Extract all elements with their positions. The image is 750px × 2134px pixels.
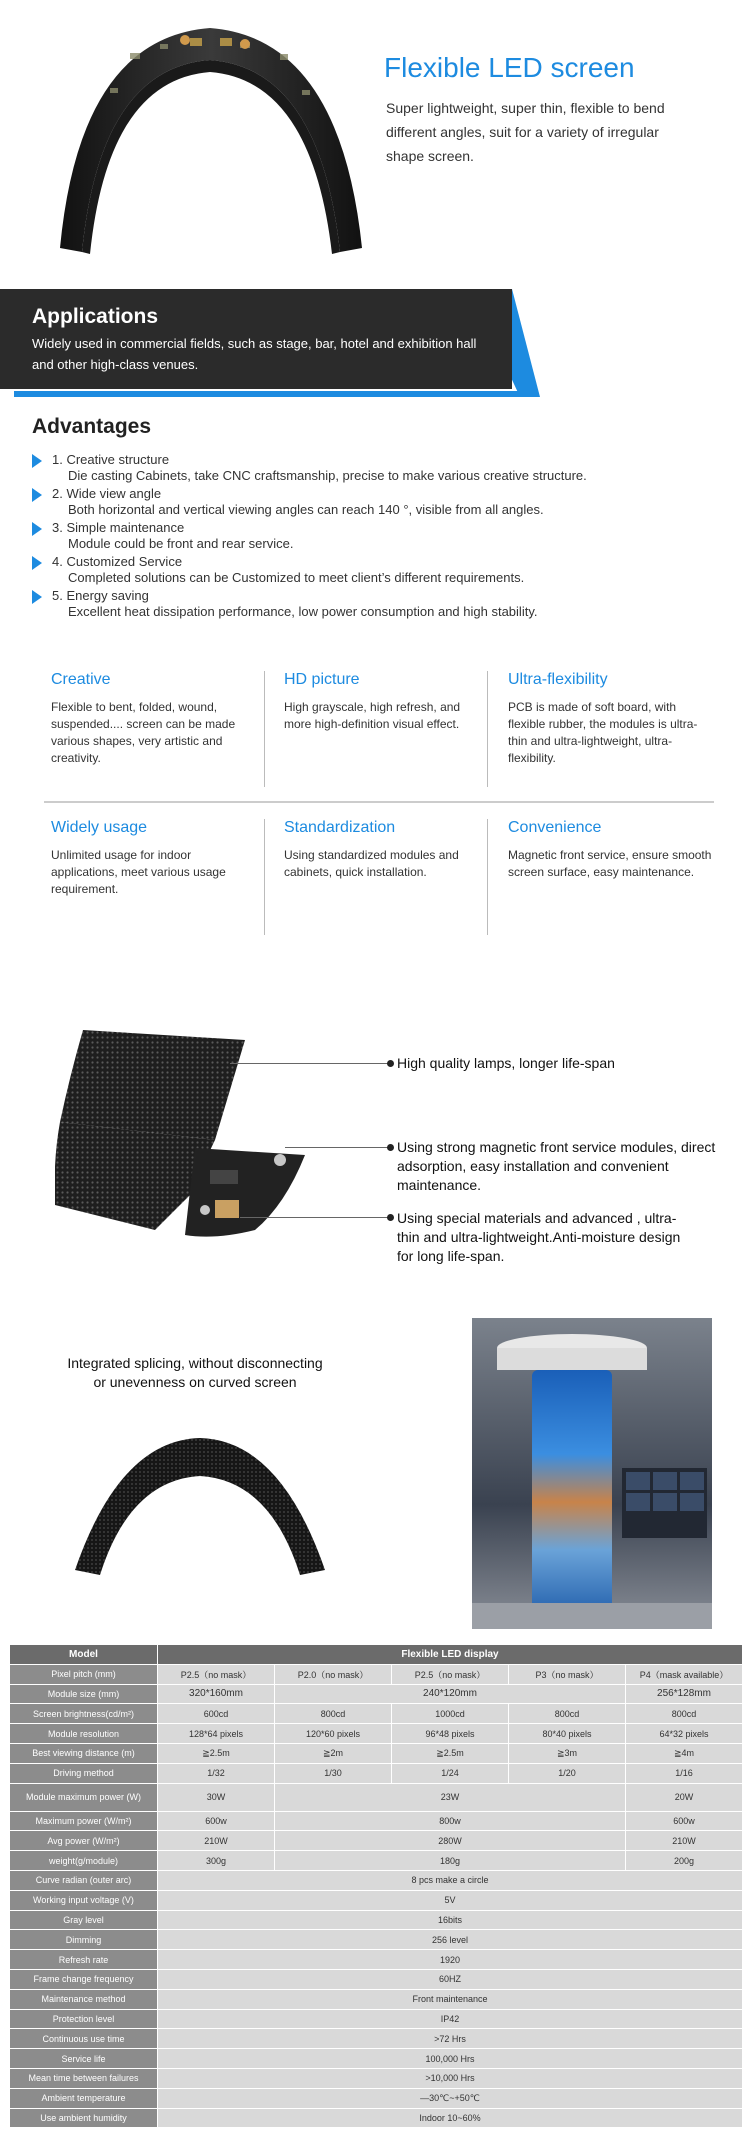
cell: 240*120mm: [275, 1684, 626, 1704]
cell: 20W: [626, 1783, 743, 1811]
cell: 1/16: [626, 1763, 743, 1783]
feature-ultra-flexibility: [508, 671, 713, 767]
arrow-right-icon: [32, 488, 42, 502]
table-row: [10, 2049, 743, 2069]
row-label: Module resolution: [10, 1724, 158, 1744]
cell: 800w: [275, 1811, 626, 1831]
cell: 210W: [158, 1831, 275, 1851]
cell: P4（mask available）: [626, 1664, 743, 1684]
table-row: [10, 1684, 743, 1704]
callout-lamps: High quality lamps, longer life-span: [397, 1055, 615, 1071]
row-label: Frame change frequency: [10, 1969, 158, 1989]
advantage-title: 2. Wide view angle: [52, 486, 162, 501]
row-label: Dimming: [10, 1930, 158, 1950]
cell: 320*160mm: [158, 1684, 275, 1704]
table-row: [10, 2029, 743, 2049]
row-label: Pixel pitch (mm): [10, 1664, 158, 1684]
callout-dot: [387, 1214, 394, 1221]
cell: 256*128mm: [626, 1684, 743, 1704]
row-label: Avg power (W/m²): [10, 1831, 158, 1851]
row-label: Continuous use time: [10, 2029, 158, 2049]
row-label: Service life: [10, 2049, 158, 2069]
arrow-right-icon: [32, 454, 42, 468]
applications-panel: [0, 289, 512, 389]
callout-magnetic: Using strong magnetic front service modules, direct adsorption, easy installation and convenient maintenance.: [397, 1139, 716, 1193]
features-grid: [34, 665, 714, 945]
arrow-right-icon: [32, 556, 42, 570]
cell: >10,000 Hrs: [158, 2068, 743, 2088]
callout-line: [285, 1147, 390, 1148]
feature-text: Unlimited usage for indoor applications, meet various usage requirement.: [51, 848, 226, 896]
cell: 5V: [158, 1890, 743, 1910]
advantage-description: Module could be front and rear service.: [68, 536, 294, 551]
table-row: [10, 2088, 743, 2108]
advantages-title: Advantages: [32, 415, 152, 438]
cell: Front maintenance: [158, 1989, 743, 2009]
cell: 600w: [626, 1811, 743, 1831]
table-row: [10, 1724, 743, 1744]
cell: P2.5（no mask）: [392, 1664, 509, 1684]
list-item: [32, 554, 712, 586]
row-label: Mean time between failures: [10, 2068, 158, 2088]
table-row: [10, 2009, 743, 2029]
table-row: [10, 1989, 743, 2009]
row-label: Gray level: [10, 1910, 158, 1930]
table-row: [10, 1969, 743, 1989]
cell: 256 level: [158, 1930, 743, 1950]
table-row: [10, 1890, 743, 1910]
cell: Indoor 10~60%: [158, 2108, 743, 2128]
table-row: [10, 1763, 743, 1783]
cell: 120*60 pixels: [275, 1724, 392, 1744]
divider: [264, 671, 265, 787]
list-item: [32, 520, 712, 552]
feature-title: Creative: [51, 671, 111, 688]
applications-description: Widely used in commercial fields, such as stage, bar, hotel and exhibition hall and other high-class venues.: [32, 336, 477, 372]
cell: 1920: [158, 1950, 743, 1970]
feature-title: Ultra-flexibility: [508, 671, 608, 688]
cell: 100,000 Hrs: [158, 2049, 743, 2069]
arrow-right-icon: [32, 522, 42, 536]
cell: 64*32 pixels: [626, 1724, 743, 1744]
divider: [44, 801, 714, 803]
feature-convenience: [508, 819, 713, 881]
list-item: [32, 486, 712, 518]
cell: 800cd: [275, 1704, 392, 1724]
cell: 280W: [275, 1831, 626, 1851]
feature-title: Standardization: [284, 819, 396, 836]
row-label: Module size (mm): [10, 1684, 158, 1704]
cell: 1/24: [392, 1763, 509, 1783]
cell: ≧2m: [275, 1743, 392, 1763]
divider: [487, 671, 488, 787]
cell: P3（no mask）: [509, 1664, 626, 1684]
advantage-description: Excellent heat dissipation performance, low power consumption and high stability.: [68, 604, 538, 619]
table-row: [10, 2068, 743, 2088]
row-label: Curve radian (outer arc): [10, 1870, 158, 1890]
cell: 16bits: [158, 1910, 743, 1930]
table-row: [10, 1870, 743, 1890]
feature-widely-usage: [51, 819, 256, 898]
advantages-list: [32, 452, 712, 622]
table-row: [10, 1831, 743, 1851]
advantage-title: 1. Creative structure: [52, 452, 170, 467]
callout-dot: [387, 1144, 394, 1151]
feature-text: PCB is made of soft board, with flexible rubber, the modules is ultra-thin and ultra-lightweight, ultra-flexibility.: [508, 700, 698, 765]
list-item: [32, 588, 712, 620]
page-title: Flexible LED screen: [384, 52, 635, 83]
advantage-description: Completed solutions can be Customized to meet client’s different requirements.: [68, 570, 525, 585]
row-label: Use ambient humidity: [10, 2108, 158, 2128]
table-row: [10, 1704, 743, 1724]
list-item: [32, 452, 712, 484]
advantage-title: 3. Simple maintenance: [52, 520, 185, 535]
header-model: Model: [10, 1645, 158, 1665]
feature-creative: [51, 671, 256, 767]
row-label: Module maximum power (W): [10, 1783, 158, 1811]
feature-text: High grayscale, high refresh, and more high-definition visual effect.: [284, 700, 461, 731]
spec-table: [9, 1644, 743, 2128]
row-label: Maximum power (W/m²): [10, 1811, 158, 1831]
cell: 600w: [158, 1811, 275, 1831]
cell: >72 Hrs: [158, 2029, 743, 2049]
callout-line: [230, 1063, 390, 1064]
callout-dot: [387, 1060, 394, 1067]
advantage-title: 4. Customized Service: [52, 554, 183, 569]
advantage-description: Die casting Cabinets, take CNC craftsmanship, precise to make various creative structure.: [68, 468, 587, 483]
divider: [264, 819, 265, 935]
cell: 300g: [158, 1851, 275, 1871]
table-row: [10, 1664, 743, 1684]
cell: 1/32: [158, 1763, 275, 1783]
curved-panel-image: [70, 1430, 330, 1580]
applications-band: [0, 289, 750, 404]
cell: 23W: [275, 1783, 626, 1811]
row-label: Refresh rate: [10, 1950, 158, 1970]
table-row: [10, 2108, 743, 2128]
cell: 30W: [158, 1783, 275, 1811]
cell: 60HZ: [158, 1969, 743, 1989]
row-label: Working input voltage (V): [10, 1890, 158, 1910]
cell: 200g: [626, 1851, 743, 1871]
cell: ≧3m: [509, 1743, 626, 1763]
row-label: Ambient temperature: [10, 2088, 158, 2108]
table-row: [10, 1811, 743, 1831]
cylinder-display-photo: [472, 1318, 712, 1629]
feature-text: Magnetic front service, ensure smooth screen surface, easy maintenance.: [508, 848, 712, 879]
row-label: Best viewing distance (m): [10, 1743, 158, 1763]
cell: 1/30: [275, 1763, 392, 1783]
cell: 8 pcs make a circle: [158, 1870, 743, 1890]
feature-title: Widely usage: [51, 819, 148, 836]
feature-hd-picture: [284, 671, 489, 733]
splicing-caption: Integrated splicing, without disconnecting or unevenness on curved screen: [67, 1355, 323, 1390]
feature-title: HD picture: [284, 671, 360, 688]
applications-title: Applications: [32, 305, 159, 328]
table-row: [10, 1645, 743, 1665]
divider: [487, 819, 488, 935]
advantage-description: Both horizontal and vertical viewing angles can reach 140 °, visible from all angles.: [68, 502, 544, 517]
table-row: [10, 1783, 743, 1811]
table-row: [10, 1950, 743, 1970]
arrow-right-icon: [32, 590, 42, 604]
cell: 800cd: [626, 1704, 743, 1724]
feature-title: Convenience: [508, 819, 602, 836]
feature-standardization: [284, 819, 489, 881]
cell: ≧2.5m: [392, 1743, 509, 1763]
cell: 600cd: [158, 1704, 275, 1724]
cell: 1/20: [509, 1763, 626, 1783]
cell: 128*64 pixels: [158, 1724, 275, 1744]
row-label: Maintenance method: [10, 1989, 158, 2009]
table-row: [10, 1851, 743, 1871]
table-row: [10, 1910, 743, 1930]
callout-materials: Using special materials and advanced , ultra-thin and ultra-lightweight.Anti-moisture design for long life-span.: [397, 1210, 681, 1264]
header-product: Flexible LED display: [158, 1645, 743, 1665]
row-label: Protection level: [10, 2009, 158, 2029]
cell: P2.5（no mask）: [158, 1664, 275, 1684]
cell: P2.0（no mask）: [275, 1664, 392, 1684]
callout-line: [240, 1217, 390, 1218]
table-row: [10, 1930, 743, 1950]
hero-description: Super lightweight, super thin, flexible to bend different angles, suit for a variety of irregular shape screen.: [386, 100, 665, 164]
cell: 1000cd: [392, 1704, 509, 1724]
hero-section: [0, 0, 750, 280]
module-detail-section: [0, 1020, 750, 1270]
cell: 210W: [626, 1831, 743, 1851]
feature-text: Flexible to bent, folded, wound, suspended.... screen can be made various shapes, very artistic and creativity.: [51, 700, 236, 765]
cell: ≧4m: [626, 1743, 743, 1763]
row-label: weight(g/module): [10, 1851, 158, 1871]
row-label: Screen brightness(cd/m²): [10, 1704, 158, 1724]
curved-led-module-image: [40, 8, 380, 258]
feature-text: Using standardized modules and cabinets, quick installation.: [284, 848, 459, 879]
cell: ≧2.5m: [158, 1743, 275, 1763]
cell: —30℃~+50℃: [158, 2088, 743, 2108]
advantage-title: 5. Energy saving: [52, 588, 149, 603]
cell: 96*48 pixels: [392, 1724, 509, 1744]
cell: IP42: [158, 2009, 743, 2029]
cell: 80*40 pixels: [509, 1724, 626, 1744]
table-row: [10, 1743, 743, 1763]
cell: 800cd: [509, 1704, 626, 1724]
row-label: Driving method: [10, 1763, 158, 1783]
cell: 180g: [275, 1851, 626, 1871]
